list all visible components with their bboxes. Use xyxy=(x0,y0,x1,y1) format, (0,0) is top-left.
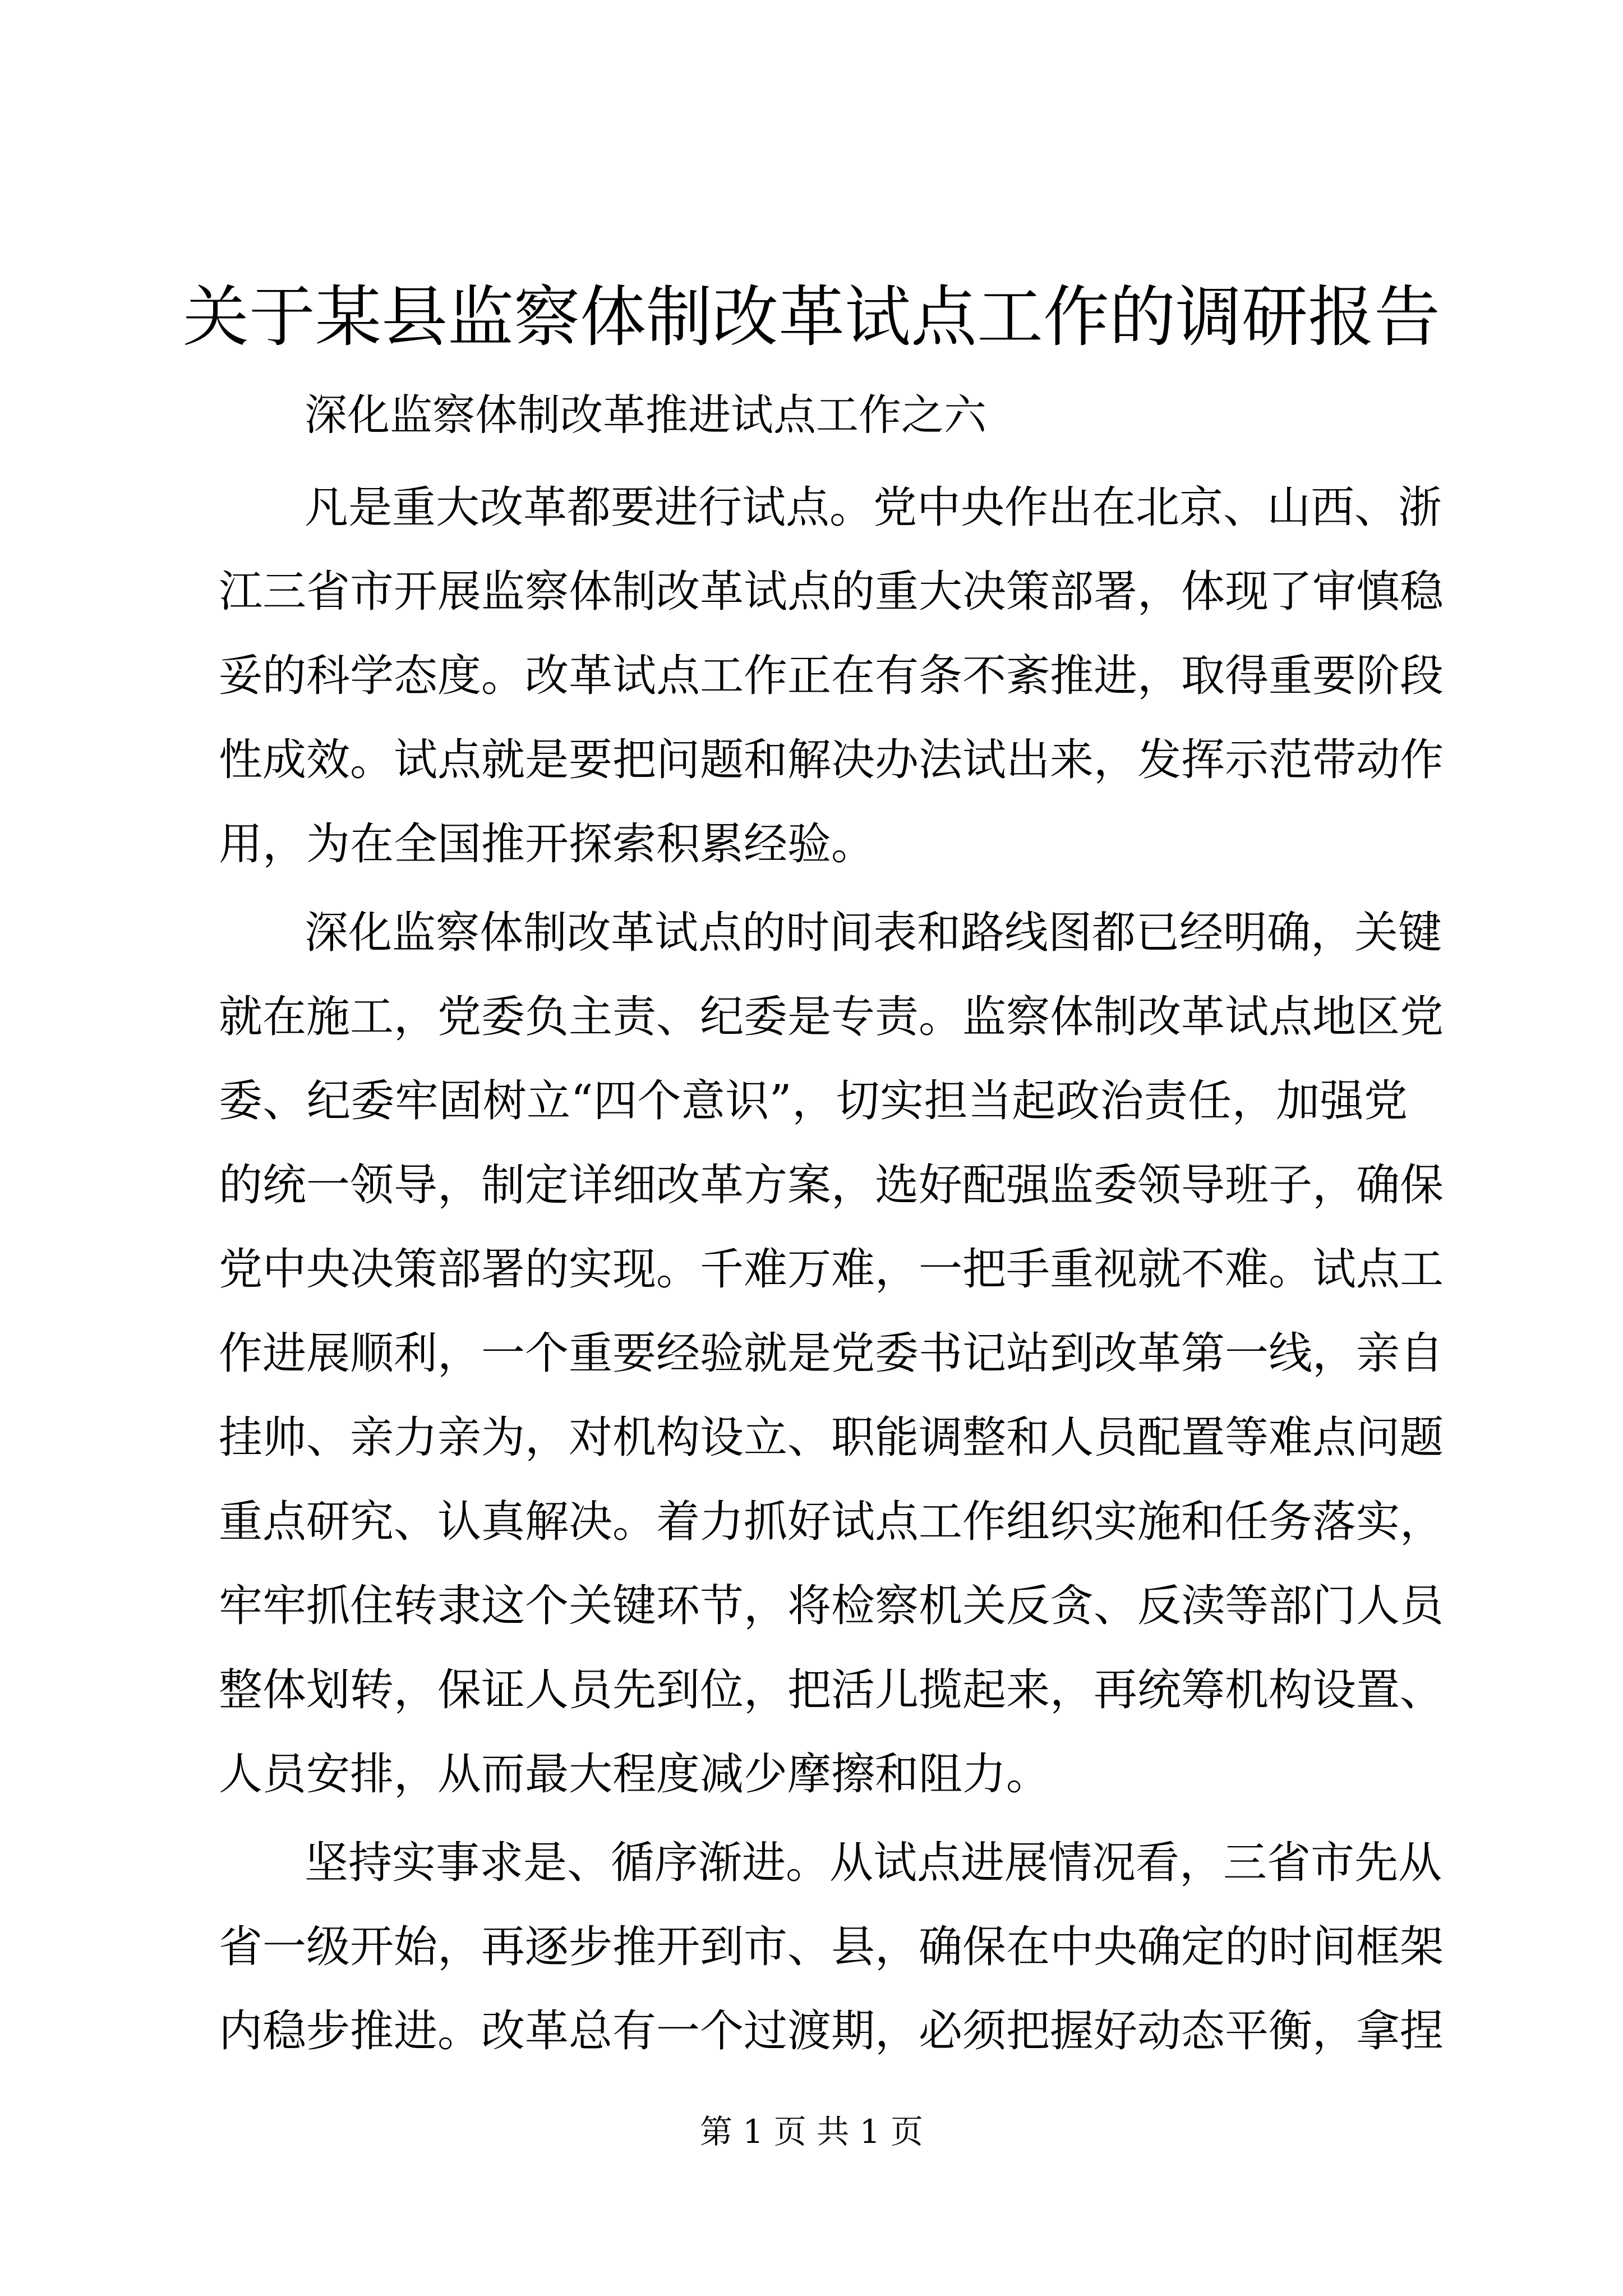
paragraph-line: 牢牢抓住转隶这个关键环节，将检察机关反贪、反渎等部门人员 xyxy=(219,1581,1444,1631)
paragraph-line: 内稳步推进。改革总有一个过渡期，必须把握好动态平衡，拿捏 xyxy=(219,2006,1444,2056)
paragraph-line: 党中央决策部署的实现。千难万难，一把手重视就不难。试点工 xyxy=(219,1244,1444,1295)
paragraph-line: 重点研究、认真解决。着力抓好试点工作组织实施和任务落实， xyxy=(219,1497,1444,1547)
paragraph-line: 省一级开始，再逐步推开到市、县，确保在中央确定的时间框架 xyxy=(219,1922,1444,1972)
paragraph-line: 坚持实事求是、循序渐进。从试点进展情况看，三省市先从 xyxy=(305,1838,1442,1888)
paragraph-line: 整体划转，保证人员先到位，把活儿揽起来，再统筹机构设置、 xyxy=(219,1665,1444,1715)
paragraph-line: 人员安排，从而最大程度减少摩擦和阻力。 xyxy=(219,1749,1050,1800)
page-number-footer: 第 1 页 共 1 页 xyxy=(700,2113,923,2151)
paragraph-line: 挂帅、亲力亲为，对机构设立、职能调整和人员配置等难点问题 xyxy=(219,1412,1444,1463)
paragraph-line: 就在施工，党委负主责、纪委是专责。监察体制改革试点地区党 xyxy=(219,992,1444,1042)
paragraph-line: 作进展顺利，一个重要经验就是党委书记站到改革第一线，亲自 xyxy=(219,1328,1444,1379)
paragraph-line: 性成效。试点就是要把问题和解决办法试出来，发挥示范带动作 xyxy=(219,735,1444,785)
paragraph-line: 凡是重大改革都要进行试点。党中央作出在北京、山西、浙 xyxy=(305,482,1442,533)
document-title: 关于某县监察体制改革试点工作的调研报告 xyxy=(182,278,1440,356)
paragraph-line: 深化监察体制改革试点的时间表和路线图都已经明确，关键 xyxy=(305,908,1442,958)
paragraph-line: 委、纪委牢固树立“四个意识”，切实担当起政治责任，加强党 xyxy=(219,1076,1408,1126)
paragraph-line: 的统一领导，制定详细改革方案，选好配强监委领导班子，确保 xyxy=(219,1160,1444,1211)
document-subtitle: 深化监察体制改革推进试点工作之六 xyxy=(305,390,986,440)
paragraph-line: 妥的科学态度。改革试点工作正在有条不紊推进，取得重要阶段 xyxy=(219,651,1444,701)
paragraph-line: 江三省市开展监察体制改革试点的重大决策部署，体现了审慎稳 xyxy=(219,567,1444,617)
paragraph-line: 用，为在全国推开探索积累经验。 xyxy=(219,819,875,869)
